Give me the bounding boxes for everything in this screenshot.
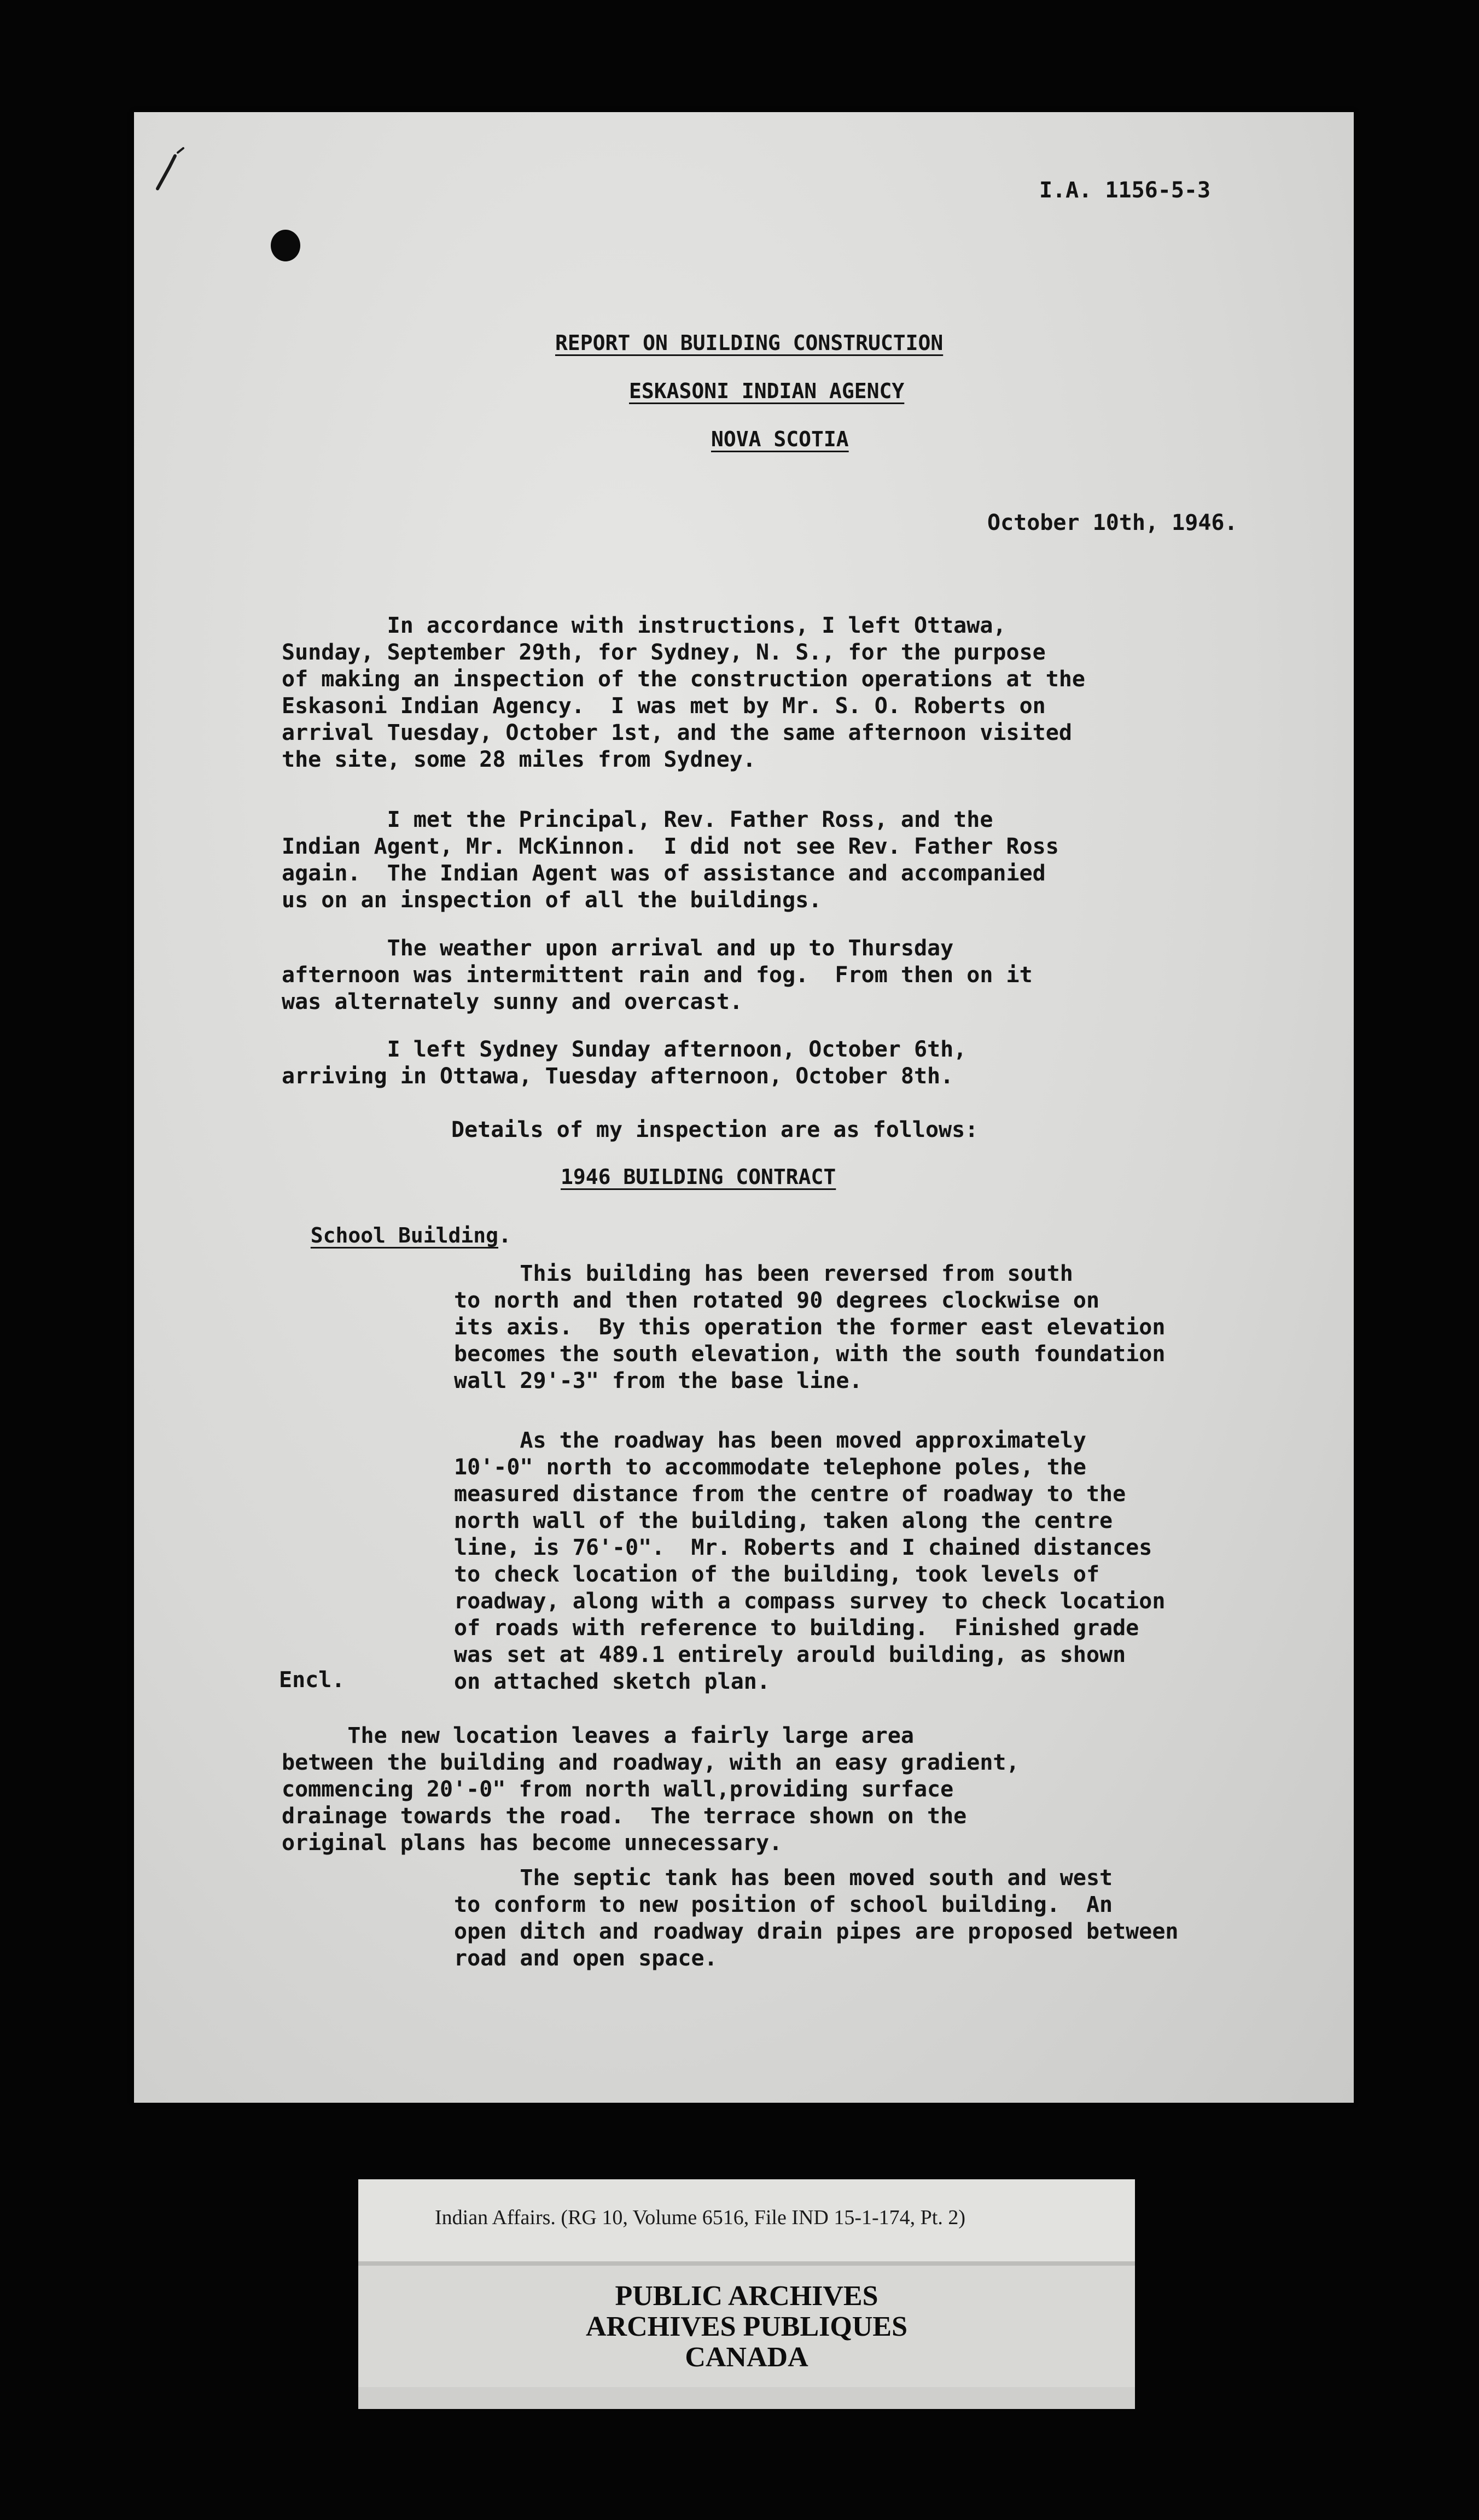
details-intro: Details of my inspection are as follows: [451, 1117, 979, 1142]
paragraph-septic: The septic tank has been moved south and west to conform to new position of school building. An open ditch and roadway drain pipes are proposed between road and open space. [454, 1865, 1179, 1971]
archive-name-fr: ARCHIVES PUBLIQUES [585, 2311, 908, 2342]
enclosure-note: Encl. [279, 1667, 345, 1693]
pen-mark-icon [153, 145, 191, 194]
province-title: NOVA SCOTIA [711, 427, 849, 451]
archive-label [358, 2179, 1135, 2409]
label-divider [358, 2261, 1135, 2266]
document-page [134, 112, 1354, 2103]
school-building-period: . [498, 1223, 512, 1248]
paragraph-return: I left Sydney Sunday afternoon, October 6th, arriving in Ottawa, Tuesday afternoon, October 8th. [282, 1037, 967, 1089]
archive-name-en: PUBLIC ARCHIVES [615, 2280, 878, 2312]
paragraph-meeting: I met the Principal, Rev. Father Ross, and the Indian Agent, Mr. McKinnon. I did not see Rev. Father Ross again. The Indian Agent was of assistance and accompanied us on an inspection of all the buildings. [282, 807, 1059, 913]
paragraph-gradient: The new location leaves a fairly large area between the building and roadway, with an easy gradient, commencing 20'-0" from north wall,providing surface drainage towards the road. The terrace shown on the original plans has become unnecessary. [282, 1723, 1020, 1856]
school-building-label: School Building [310, 1223, 498, 1247]
contract-heading: 1946 BUILDING CONTRACT [561, 1165, 836, 1189]
school-building-heading [279, 1212, 511, 1258]
paragraph-weather: The weather upon arrival and up to Thursday afternoon was intermittent rain and fog. From then on it was alternately sunny and overcast. [282, 936, 1033, 1014]
citation-strip [358, 2179, 1135, 2261]
archive-country: CANADA [685, 2342, 808, 2373]
paragraph-travel: In accordance with instructions, I left Ottawa, Sunday, September 29th, for Sydney, N. S., for the purpose of making an inspection of the construction operations at the Eskasoni Indian Agency. I was met by Mr. S. O. Roberts on arrival Tuesday, October 1st, and the same afternoon visited the site, some 28 miles from Sydney. [282, 613, 1086, 772]
paragraph-reversal: This building has been reversed from south to north and then rotated 90 degrees clockwise on its axis. By this operation the former east elevation becomes the south elevation, with the south foundation wall 29'-3" from the base line. [454, 1261, 1166, 1393]
archive-citation: Indian Affairs. (RG 10, Volume 6516, File IND 15-1-174, Pt. 2) [435, 2206, 966, 2229]
agency-title: ESKASONI INDIAN AGENCY [629, 379, 905, 403]
label-bottom-strip [358, 2387, 1135, 2409]
punch-hole [271, 230, 300, 261]
file-reference: I.A. 1156-5-3 [1039, 178, 1211, 203]
report-title: REPORT ON BUILDING CONSTRUCTION [555, 331, 944, 355]
report-date: October 10th, 1946. [987, 510, 1238, 535]
paragraph-roadway: As the roadway has been moved approximately 10'-0" north to accommodate telephone poles, the measured distance from the centre of roadway to the north wall of the building, taken along the centre line, is 76'-0". Mr. Roberts and I chained distances to check location of the building, took levels of roadway, along with a compass survey to check location of roads with reference to building. Finished grade was set at 489.1 entirely arould building, as shown on attached sketch plan. [454, 1428, 1166, 1694]
